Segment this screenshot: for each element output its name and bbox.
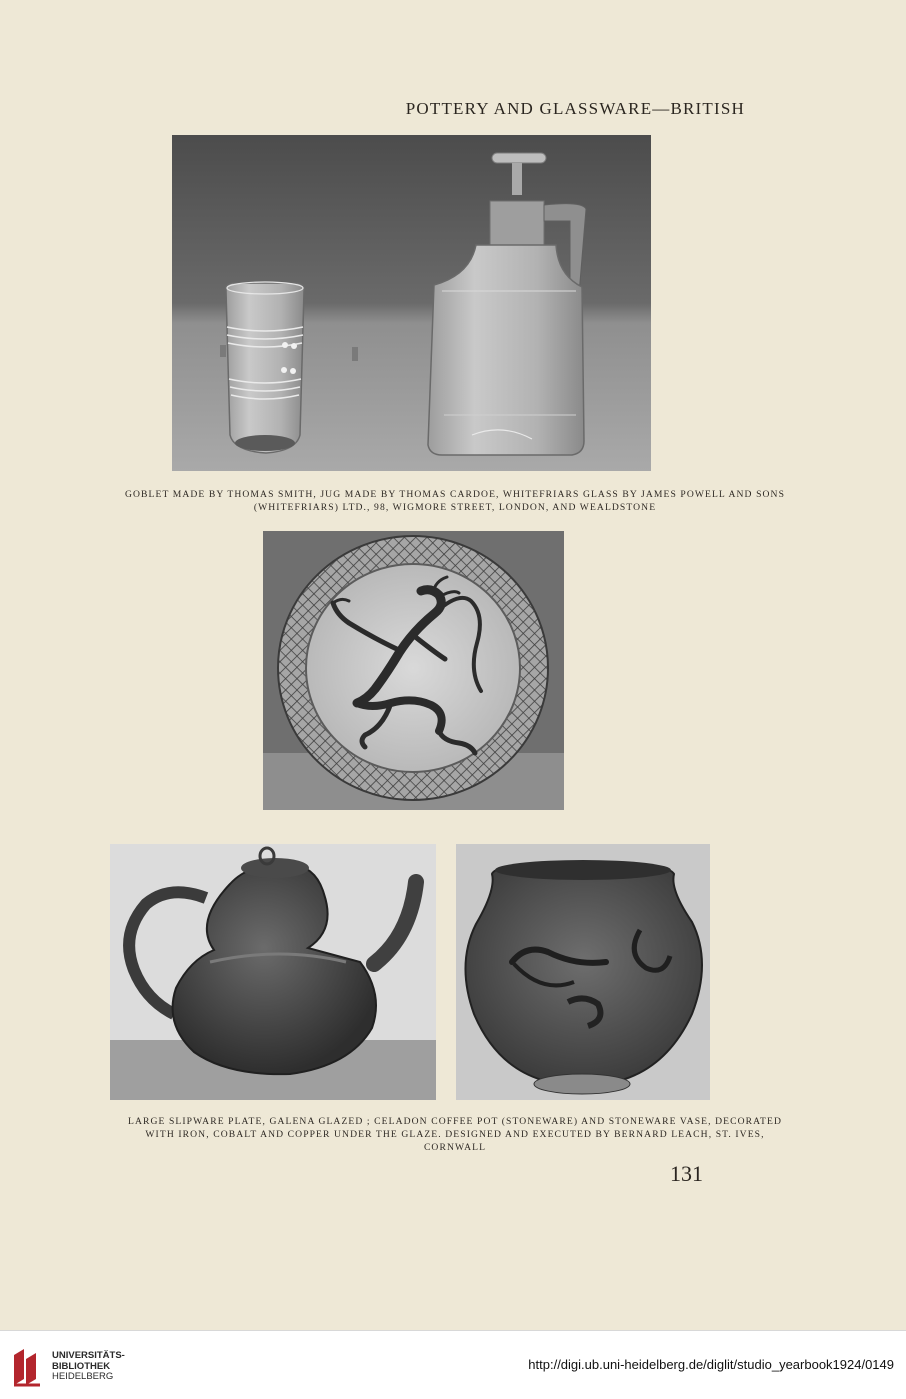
photo-stoneware-vase — [456, 844, 710, 1100]
digital-library-url-link[interactable]: http://digi.ub.uni-heidelberg.de/diglit/studio_yearbook1924/0149 — [528, 1357, 894, 1372]
library-logo-icon — [10, 1345, 46, 1389]
photo-coffee-pot — [110, 844, 436, 1100]
photo-goblet-and-jug — [172, 135, 651, 471]
caption-line: WITH IRON, COBALT AND COPPER UNDER THE GLAZE. DESIGNED AND EXECUTED BY BERNARD LEACH, ST. IVES, — [145, 1129, 765, 1140]
running-title: POTTERY AND GLASSWARE—BRITISH — [405, 99, 745, 118]
caption-line: (WHITEFRIARS) LTD., 98, WIGMORE STREET, LONDON, AND WEALDSTONE — [253, 502, 657, 513]
caption-glassware — [60, 488, 850, 514]
caption-line: CORNWALL — [423, 1142, 487, 1153]
library-footer — [0, 1330, 906, 1399]
caption-pottery — [60, 1115, 850, 1154]
library-name: UNIVERSITÄTS- BIBLIOTHEK HEIDELBERG — [52, 1350, 125, 1382]
caption-line: LARGE SLIPWARE PLATE, GALENA GLAZED ; CELADON COFFEE POT (STONEWARE) AND STONEWARE VASE, DECORATED — [127, 1116, 783, 1127]
photo-slipware-plate — [263, 531, 564, 810]
page-number: 131 — [670, 1161, 703, 1186]
caption-line: GOBLET MADE BY THOMAS SMITH, JUG MADE BY THOMAS CARDOE, WHITEFRIARS GLASS BY JAMES POWELL AND SONS — [124, 489, 786, 500]
